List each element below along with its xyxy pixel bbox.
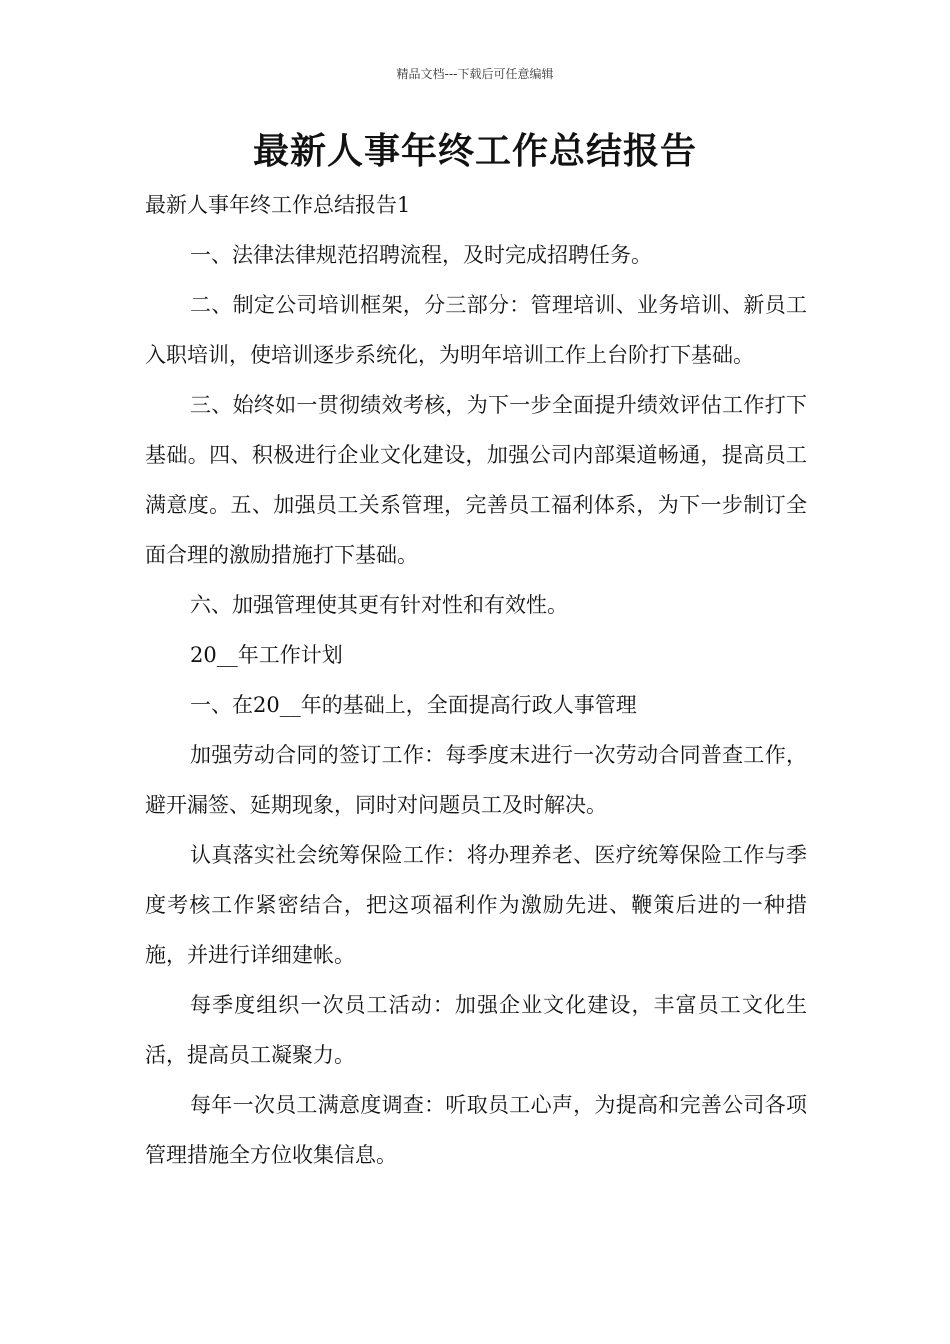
body-paragraph: 一、法律法律规范招聘流程，及时完成招聘任务。 bbox=[190, 243, 652, 267]
body-paragraph: 六、加强管理使其更有针对性和有效性。 bbox=[190, 593, 568, 617]
header-note: 精品文档---下载后可任意编辑 bbox=[396, 67, 554, 81]
body-paragraph: 每年一次员工满意度调查：听取员工心声，为提高和完善公司各项管理措施全方位收集信息。 bbox=[145, 1093, 807, 1167]
body-paragraph: 二、制定公司培训框架，分三部分：管理培训、业务培训、新员工入职培训，使培训逐步系统化，为明年培训工作上台阶打下基础。 bbox=[145, 293, 807, 367]
document-body bbox=[145, 180, 807, 1180]
body-paragraph: 每季度组织一次员工活动：加强企业文化建设，丰富员工文化生活，提高员工凝聚力。 bbox=[145, 993, 807, 1067]
section-heading: 20__年工作计划 bbox=[190, 643, 343, 667]
body-paragraph: 加强劳动合同的签订工作：每季度末进行一次劳动合同普查工作，避开漏签、延期现象，同时对问题员工及时解决。 bbox=[145, 743, 807, 817]
body-paragraph: 认真落实社会统筹保险工作：将办理养老、医疗统筹保险工作与季度考核工作紧密结合，把这项福利作为激励先进、鞭策后进的一种措施，并进行详细建帐。 bbox=[145, 843, 807, 967]
subtitle-paragraph: 最新人事年终工作总结报告1 bbox=[145, 193, 411, 217]
body-paragraph: 一、在20__年的基础上，全面提高行政人事管理 bbox=[190, 693, 637, 717]
body-paragraph: 三、始终如一贯彻绩效考核，为下一步全面提升绩效评估工作打下基础。四、积极进行企业文化建设，加强公司内部渠道畅通，提高员工满意度。五、加强员工关系管理，完善员工福利体系，为下一步制订全面合理的激励措施打下基础。 bbox=[145, 393, 807, 567]
document-title: 最新人事年终工作总结报告 bbox=[252, 131, 697, 172]
